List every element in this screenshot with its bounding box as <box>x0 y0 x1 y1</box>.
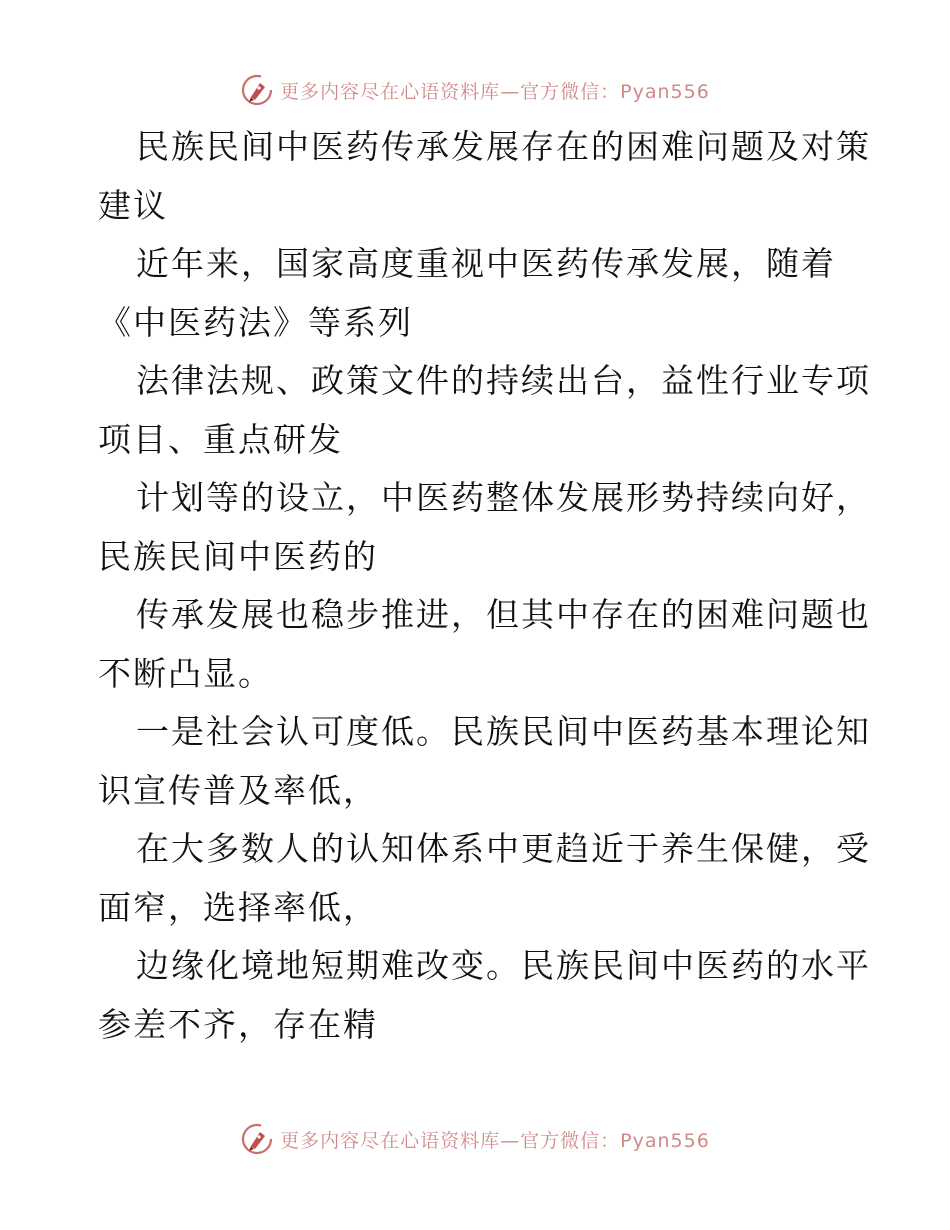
paragraph-line: 民族民间中医药的 <box>98 536 378 576</box>
document-body <box>98 118 871 1054</box>
paragraph-line: 法律法规、政策文件的持续出台，益性行业专项 <box>136 361 871 400</box>
header-banner-text: 更多内容尽在心语资料库—官方微信：Pyan556 <box>280 80 710 103</box>
footer-banner <box>0 1119 950 1159</box>
paragraph-line: 边缘化境地短期难改变。民族民间中医药的水平 <box>136 946 871 985</box>
paragraph-line: 一是社会认可度低。民族民间中医药基本理论知 <box>136 712 871 751</box>
pen-nib-logo-icon <box>240 1122 274 1156</box>
document-title-line: 建议 <box>98 185 168 225</box>
paragraph-line: 计划等的设立，中医药整体发展形势持续向好， <box>136 478 871 517</box>
document-title-line: 民族民间中医药传承发展存在的困难问题及对策 <box>136 127 871 166</box>
paragraph-line: 传承发展也稳步推进，但其中存在的困难问题也 <box>136 595 871 634</box>
paragraph-line: 近年来，国家高度重视中医药传承发展，随着 <box>136 244 836 283</box>
paragraph-line: 项目、重点研发 <box>98 419 343 459</box>
paragraph-line: 参差不齐，存在精 <box>98 1004 378 1044</box>
paragraph-line: 不断凸显。 <box>98 653 273 693</box>
footer-banner-text: 更多内容尽在心语资料库—官方微信：Pyan556 <box>280 1129 710 1152</box>
paragraph-line: 面窄，选择率低， <box>98 887 378 927</box>
pen-nib-logo-icon <box>240 73 274 107</box>
paragraph-line: 在大多数人的认知体系中更趋近于养生保健，受 <box>136 829 871 868</box>
paragraph-line: 《中医药法》等系列 <box>98 302 413 342</box>
paragraph-line: 识宣传普及率低， <box>98 770 378 810</box>
header-banner <box>0 70 950 110</box>
